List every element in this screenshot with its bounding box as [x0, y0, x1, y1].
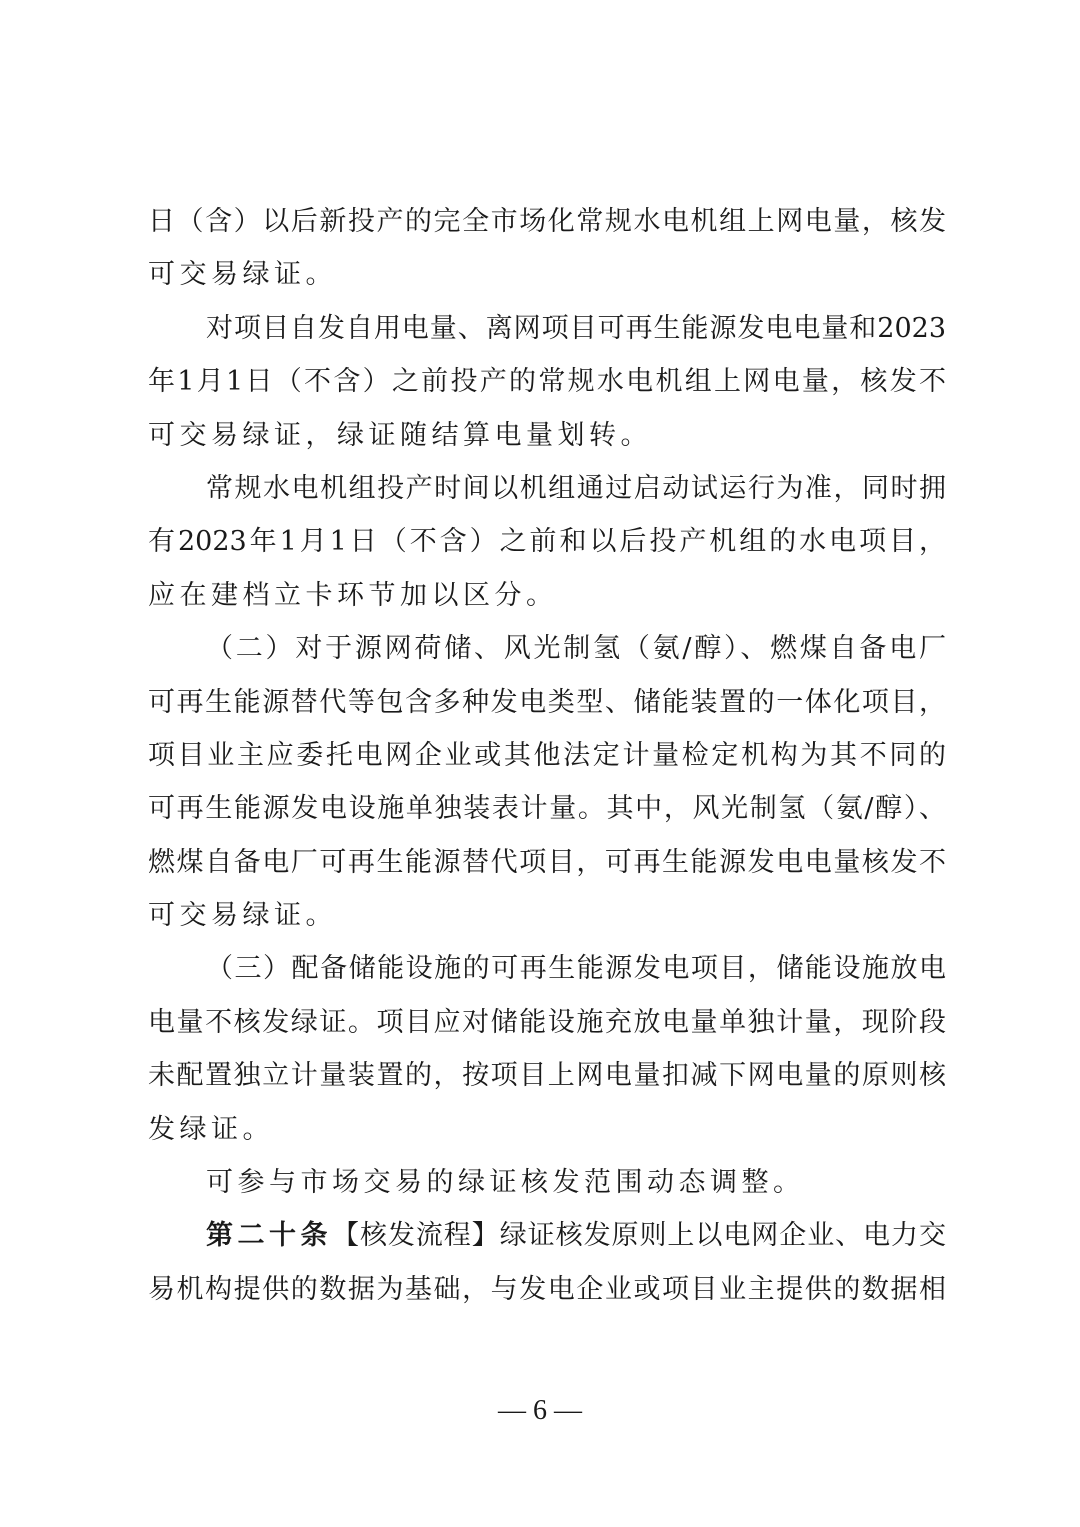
text-line: 未配置独立计量装置的，按项目上网电量扣减下网电量的原则核 — [148, 1060, 946, 1092]
text-line: 可再生能源替代等包含多种发电类型、储能装置的一体化项目， — [148, 686, 946, 718]
text-line: 常规水电机组投产时间以机组通过启动试运行为准，同时拥 — [206, 472, 946, 504]
text-line: 日（含）以后新投产的完全市场化常规水电机组上网电量，核发 — [148, 206, 946, 237]
text-line: 年1月1日（不含）之前投产的常规水电机组上网电量，核发不 — [148, 366, 946, 398]
text-line: 可再生能源发电设施单独装表计量。其中，风光制氢（氨/醇）、 — [148, 793, 946, 825]
text-line — [148, 1209, 946, 1262]
text-line: 应在建档立卡环节加以区分。 — [148, 579, 558, 611]
article-heading-text: 【核发流程】绿证核发原则上以电网企业、电力交 — [332, 1220, 946, 1252]
text-line: 发绿证。 — [148, 1113, 274, 1145]
text-line: 易机构提供的数据为基础，与发电企业或项目业主提供的数据相 — [148, 1273, 946, 1305]
text-line: 可参与市场交易的绿证核发范围动态调整。 — [206, 1167, 805, 1199]
text-line: 可交易绿证。 — [148, 259, 337, 291]
text-line: 燃煤自备电厂可再生能源替代项目，可再生能源发电电量核发不 — [148, 846, 946, 878]
text-line: 可交易绿证，绿证随结算电量划转。 — [148, 419, 652, 451]
paragraph-hydro-commissioning — [148, 462, 946, 622]
text-line: （二）对于源网荷储、风光制氢（氨/醇）、燃煤自备电厂 — [206, 633, 946, 665]
paragraph-article-twenty — [148, 1209, 946, 1316]
paragraph-item-three — [148, 942, 946, 1156]
paragraph-item-two — [148, 622, 946, 942]
text-line: 可交易绿证。 — [148, 900, 337, 932]
text-line: （三）配备储能设施的可再生能源发电项目，储能设施放电 — [206, 953, 946, 985]
paragraph-dynamic-adjustment — [148, 1156, 946, 1209]
page-number: — 6 — — [498, 1395, 582, 1426]
text-line: 电量不核发绿证。项目应对储能设施充放电量单独计量，现阶段 — [148, 1006, 946, 1038]
paragraph-self-use-electricity — [148, 302, 946, 462]
text-line: 对项目自发自用电量、离网项目可再生能源发电电量和2023 — [206, 312, 946, 344]
document-page — [148, 195, 946, 1316]
paragraph-continuation — [148, 195, 946, 302]
article-label: 第二十条 — [206, 1220, 332, 1252]
text-line: 项目业主应委托电网企业或其他法定计量检定机构为其不同的 — [148, 739, 946, 771]
text-line: 有2023年1月1日（不含）之前和以后投产机组的水电项目， — [148, 526, 946, 558]
